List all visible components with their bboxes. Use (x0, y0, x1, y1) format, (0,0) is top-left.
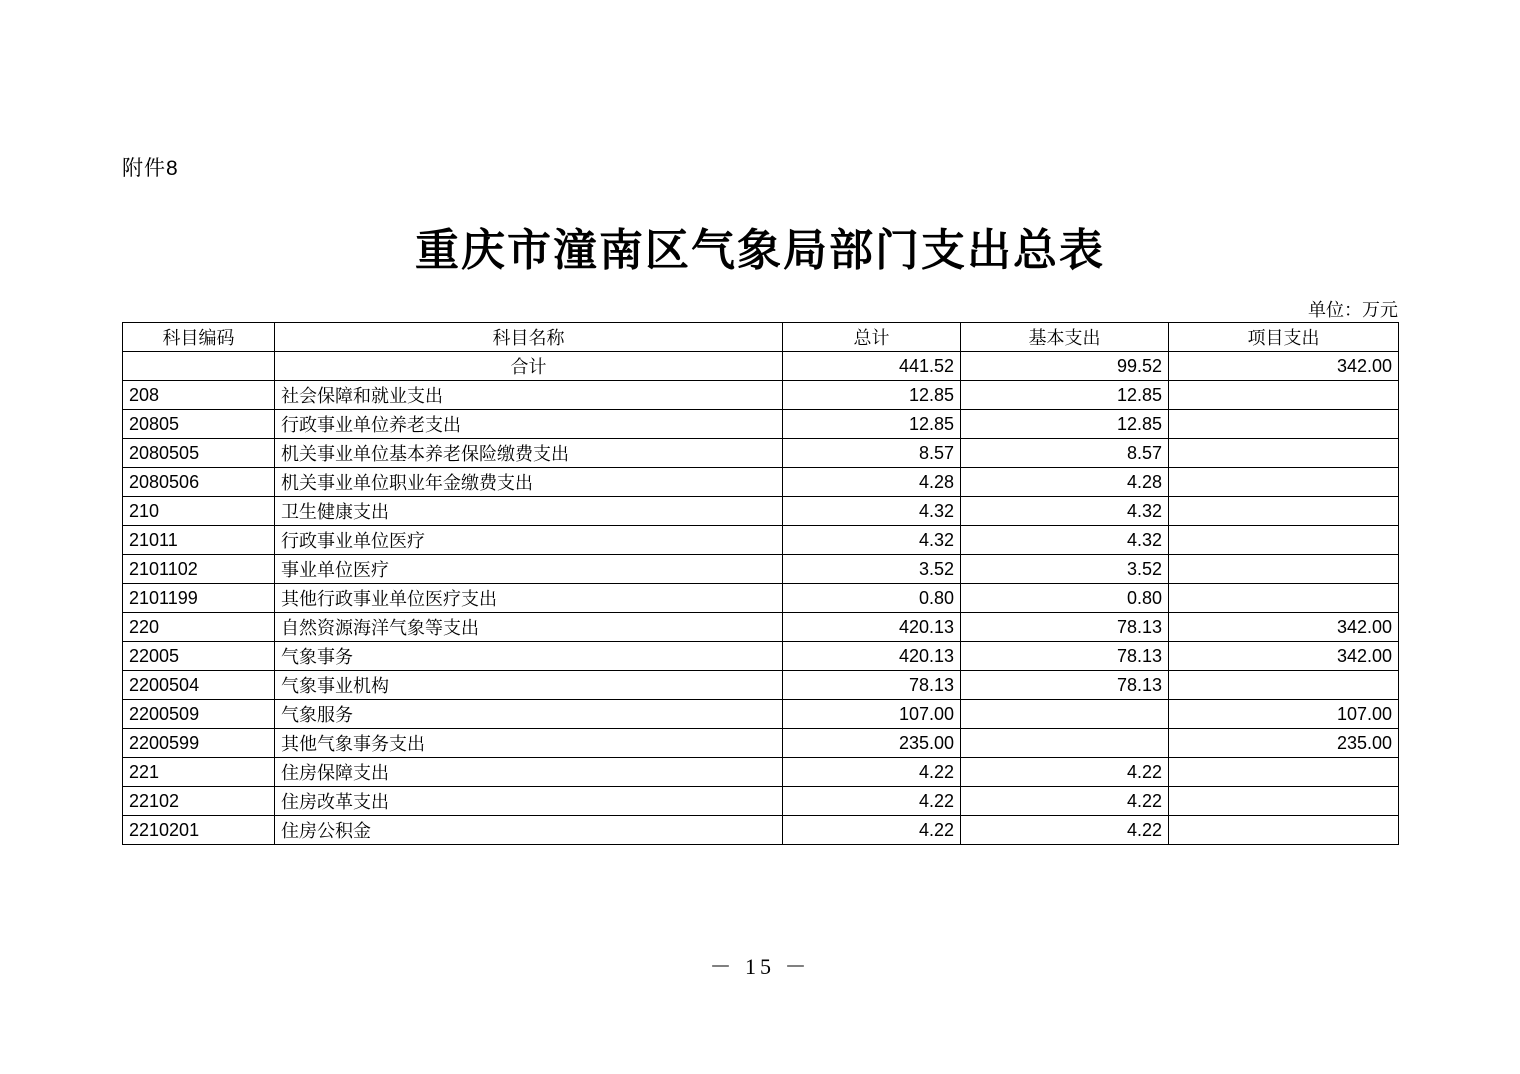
cell-name: 行政事业单位养老支出 (275, 410, 783, 439)
cell-code: 2101102 (123, 555, 275, 584)
table-body (123, 352, 1399, 845)
cell-basic: 0.80 (961, 584, 1169, 613)
expenditure-table (122, 322, 1399, 845)
cell-project (1169, 410, 1399, 439)
table-row (123, 613, 1399, 642)
cell-name: 社会保障和就业支出 (275, 381, 783, 410)
cell-total: 107.00 (783, 700, 961, 729)
cell-basic: 4.32 (961, 497, 1169, 526)
table-row (123, 787, 1399, 816)
cell-project: 342.00 (1169, 642, 1399, 671)
cell-project (1169, 555, 1399, 584)
cell-basic: 4.22 (961, 787, 1169, 816)
cell-total: 8.57 (783, 439, 961, 468)
cell-name: 卫生健康支出 (275, 497, 783, 526)
cell-name: 事业单位医疗 (275, 555, 783, 584)
cell-project: 107.00 (1169, 700, 1399, 729)
cell-total: 3.52 (783, 555, 961, 584)
cell-basic (961, 729, 1169, 758)
cell-basic: 12.85 (961, 381, 1169, 410)
cell-name: 其他气象事务支出 (275, 729, 783, 758)
cell-code: 2200599 (123, 729, 275, 758)
cell-code: 220 (123, 613, 275, 642)
table-row (123, 729, 1399, 758)
cell-total: 78.13 (783, 671, 961, 700)
column-header-code: 科目编码 (123, 323, 275, 352)
table-header (123, 323, 1399, 352)
cell-basic: 99.52 (961, 352, 1169, 381)
cell-total: 0.80 (783, 584, 961, 613)
cell-total: 4.22 (783, 816, 961, 845)
table-row (123, 555, 1399, 584)
cell-total: 4.22 (783, 787, 961, 816)
cell-code: 2210201 (123, 816, 275, 845)
cell-project (1169, 381, 1399, 410)
cell-project (1169, 584, 1399, 613)
cell-code: 210 (123, 497, 275, 526)
cell-project (1169, 526, 1399, 555)
cell-project (1169, 787, 1399, 816)
cell-name: 气象事业机构 (275, 671, 783, 700)
cell-basic: 4.22 (961, 816, 1169, 845)
page-title: 重庆市潼南区气象局部门支出总表 (415, 226, 1105, 275)
cell-basic: 4.28 (961, 468, 1169, 497)
cell-basic: 4.22 (961, 758, 1169, 787)
cell-name: 住房改革支出 (275, 787, 783, 816)
cell-project: 235.00 (1169, 729, 1399, 758)
cell-total: 420.13 (783, 613, 961, 642)
cell-project (1169, 816, 1399, 845)
cell-name: 气象事务 (275, 642, 783, 671)
cell-project (1169, 468, 1399, 497)
cell-code: 208 (123, 381, 275, 410)
cell-total: 12.85 (783, 410, 961, 439)
cell-name: 住房保障支出 (275, 758, 783, 787)
cell-total: 4.22 (783, 758, 961, 787)
table-row (123, 497, 1399, 526)
cell-total: 235.00 (783, 729, 961, 758)
cell-basic: 78.13 (961, 613, 1169, 642)
cell-project (1169, 758, 1399, 787)
table-row (123, 816, 1399, 845)
cell-total: 4.32 (783, 497, 961, 526)
cell-code: 21011 (123, 526, 275, 555)
cell-name: 住房公积金 (275, 816, 783, 845)
column-header-name: 科目名称 (275, 323, 783, 352)
table-row (123, 381, 1399, 410)
cell-code: 20805 (123, 410, 275, 439)
table-row (123, 526, 1399, 555)
cell-total: 4.32 (783, 526, 961, 555)
cell-basic: 4.32 (961, 526, 1169, 555)
cell-total: 441.52 (783, 352, 961, 381)
cell-name: 机关事业单位职业年金缴费支出 (275, 468, 783, 497)
cell-name: 行政事业单位医疗 (275, 526, 783, 555)
cell-basic: 12.85 (961, 410, 1169, 439)
column-header-project: 项目支出 (1169, 323, 1399, 352)
cell-basic: 8.57 (961, 439, 1169, 468)
cell-code: 2200504 (123, 671, 275, 700)
cell-name: 其他行政事业单位医疗支出 (275, 584, 783, 613)
cell-code: 2080505 (123, 439, 275, 468)
column-header-basic: 基本支出 (961, 323, 1169, 352)
cell-name: 合计 (275, 352, 783, 381)
cell-total: 420.13 (783, 642, 961, 671)
cell-code: 22005 (123, 642, 275, 671)
table-row (123, 410, 1399, 439)
cell-code: 2200509 (123, 700, 275, 729)
table-row (123, 439, 1399, 468)
table-row (123, 671, 1399, 700)
cell-name: 气象服务 (275, 700, 783, 729)
table-row (123, 700, 1399, 729)
table-row (123, 352, 1399, 381)
attachment-label: 附件8 (122, 157, 179, 180)
cell-total: 4.28 (783, 468, 961, 497)
table-row (123, 584, 1399, 613)
cell-code (123, 352, 275, 381)
cell-code: 2080506 (123, 468, 275, 497)
cell-project (1169, 439, 1399, 468)
cell-basic: 3.52 (961, 555, 1169, 584)
cell-basic (961, 700, 1169, 729)
cell-total: 12.85 (783, 381, 961, 410)
table-row (123, 758, 1399, 787)
table-row (123, 468, 1399, 497)
cell-code: 2101199 (123, 584, 275, 613)
cell-basic: 78.13 (961, 671, 1169, 700)
cell-project (1169, 497, 1399, 526)
cell-project: 342.00 (1169, 613, 1399, 642)
cell-project: 342.00 (1169, 352, 1399, 381)
unit-note: 单位：万元 (1308, 300, 1398, 320)
table-header-row (123, 323, 1399, 352)
cell-name: 自然资源海洋气象等支出 (275, 613, 783, 642)
cell-name: 机关事业单位基本养老保险缴费支出 (275, 439, 783, 468)
cell-basic: 78.13 (961, 642, 1169, 671)
page-number: － 15 － (709, 954, 811, 979)
cell-project (1169, 671, 1399, 700)
column-header-total: 总计 (783, 323, 961, 352)
cell-code: 22102 (123, 787, 275, 816)
table-row (123, 642, 1399, 671)
cell-code: 221 (123, 758, 275, 787)
